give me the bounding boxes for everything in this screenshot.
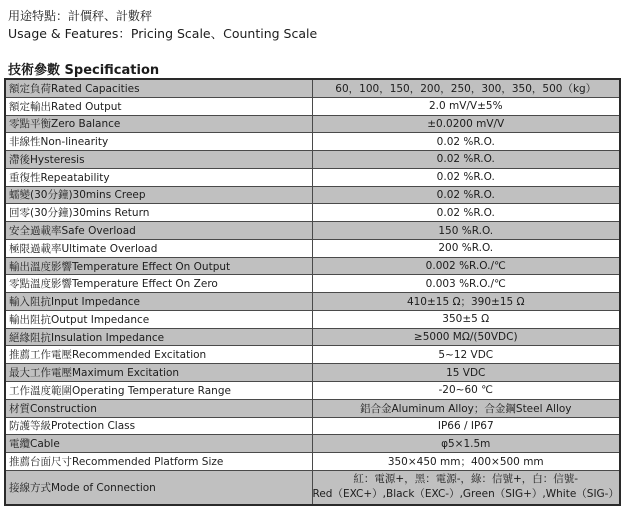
spec-row-value: φ5×1.5m <box>441 437 491 450</box>
spec-row-label: 零點平衡Zero Balance <box>6 116 313 133</box>
spec-row-label: 輸出溫度影響Temperature Effect On Output <box>6 258 313 275</box>
spec-table-row <box>6 80 619 97</box>
usage-features-en: Usage & Features：Pricing Scale、Counting Scale <box>8 26 318 41</box>
spec-row-value: 鋁合金Aluminum Alloy；合金鋼Steel Alloy <box>359 402 572 415</box>
specification-table <box>4 78 621 506</box>
usage-features-zh: 用途特點：計價秤、計數秤 <box>8 9 153 23</box>
spec-row-label: 最大工作電壓Maximum Excitation <box>6 364 313 381</box>
spec-row-value: 0.003 %R.O./℃ <box>425 277 506 290</box>
spec-row-label: 推薦工作電壓Recommended Excitation <box>6 346 313 363</box>
spec-table-row <box>6 399 619 417</box>
spec-row-value <box>313 471 620 504</box>
spec-row-value: IP66 / IP67 <box>437 419 494 432</box>
spec-row-label: 重復性Repeatability <box>6 169 313 186</box>
spec-row-value: 0.02 %R.O. <box>436 171 495 184</box>
spec-row-label: 非線性Non-linearity <box>6 133 313 150</box>
spec-table-row <box>6 434 619 452</box>
spec-row-label: 零點溫度影響Temperature Effect On Zero <box>6 275 313 292</box>
spec-row-value: ±0.0200 mV/V <box>427 117 505 130</box>
spec-title: 技術參數 Specification <box>8 63 160 78</box>
spec-table-row <box>6 115 619 133</box>
spec-row-value-line2: Red（EXC+）,Black（EXC-）,Green（SIG+）,White（SIG-） <box>312 488 619 501</box>
spec-table-row <box>6 97 619 115</box>
spec-table-row <box>6 221 619 239</box>
spec-table-row <box>6 186 619 204</box>
spec-table-row <box>6 203 619 221</box>
spec-row-value: 150 %R.O. <box>438 224 494 237</box>
spec-table-row <box>6 274 619 292</box>
spec-row-label: 絕緣阻抗Insulation Impedance <box>6 329 313 346</box>
spec-row-value: 15 VDC <box>446 366 486 379</box>
spec-row-value: ≥5000 MΩ/(50VDC) <box>413 331 518 344</box>
spec-row-value: 350±5 Ω <box>442 313 490 326</box>
spec-row-label: 推薦台面尺寸Recommended Platform Size <box>6 453 313 470</box>
spec-table-row <box>6 239 619 257</box>
spec-row-label: 蠕變(30分鐘)30mins Creep <box>6 187 313 204</box>
spec-row-label: 安全過載率Safe Overload <box>6 222 313 239</box>
spec-row-label: 工作溫度範圍Operating Temperature Range <box>6 382 313 399</box>
spec-table-row <box>6 452 619 470</box>
spec-row-value-line1: 紅：電源+，黑：電源-，綠：信號+，白：信號- <box>353 473 579 486</box>
spec-table-row <box>6 470 619 504</box>
spec-row-value: 0.02 %R.O. <box>436 153 495 166</box>
spec-row-label: 接線方式Mode of Connection <box>6 471 313 504</box>
spec-row-label: 回零(30分鐘)30mins Return <box>6 204 313 221</box>
spec-table-row <box>6 150 619 168</box>
spec-row-label: 額定負荷Rated Capacities <box>6 80 313 97</box>
spec-row-label: 輸出阻抗Output Impedance <box>6 311 313 328</box>
spec-row-label: 滯後Hysteresis <box>6 151 313 168</box>
spec-table-row <box>6 381 619 399</box>
spec-row-value: 200 %R.O. <box>438 242 494 255</box>
spec-row-label: 極限過載率Ultimate Overload <box>6 240 313 257</box>
spec-row-label: 額定輸出Rated Output <box>6 98 313 115</box>
spec-table-row <box>6 310 619 328</box>
spec-table-row <box>6 292 619 310</box>
spec-table-row <box>6 168 619 186</box>
spec-row-value: 350×450 mm；400×500 mm <box>387 455 544 468</box>
spec-row-value: -20~60 ℃ <box>438 384 493 397</box>
header-block <box>8 8 317 78</box>
spec-table-row <box>6 257 619 275</box>
spec-row-value: 5~12 VDC <box>438 348 494 361</box>
spec-table-row <box>6 363 619 381</box>
spec-row-value: 0.02 %R.O. <box>436 135 495 148</box>
spec-row-label: 防護等級Protection Class <box>6 418 313 435</box>
spec-row-value: 0.02 %R.O. <box>436 188 495 201</box>
spec-row-value: 410±15 Ω；390±15 Ω <box>406 296 525 309</box>
spec-row-label: 材質Construction <box>6 400 313 417</box>
spec-table-row <box>6 417 619 435</box>
spec-row-value: 0.002 %R.O./℃ <box>425 260 506 273</box>
spec-row-value: 2.0 mV/V±5% <box>428 100 503 113</box>
spec-row-value: 60，100，150，200，250，300，350，500（kg） <box>335 82 597 95</box>
spec-row-label: 電纜Cable <box>6 435 313 452</box>
spec-table-row <box>6 345 619 363</box>
spec-table-row <box>6 328 619 346</box>
spec-table-row <box>6 132 619 150</box>
spec-row-label: 輸入阻抗Input Impedance <box>6 293 313 310</box>
spec-row-value: 0.02 %R.O. <box>436 206 495 219</box>
